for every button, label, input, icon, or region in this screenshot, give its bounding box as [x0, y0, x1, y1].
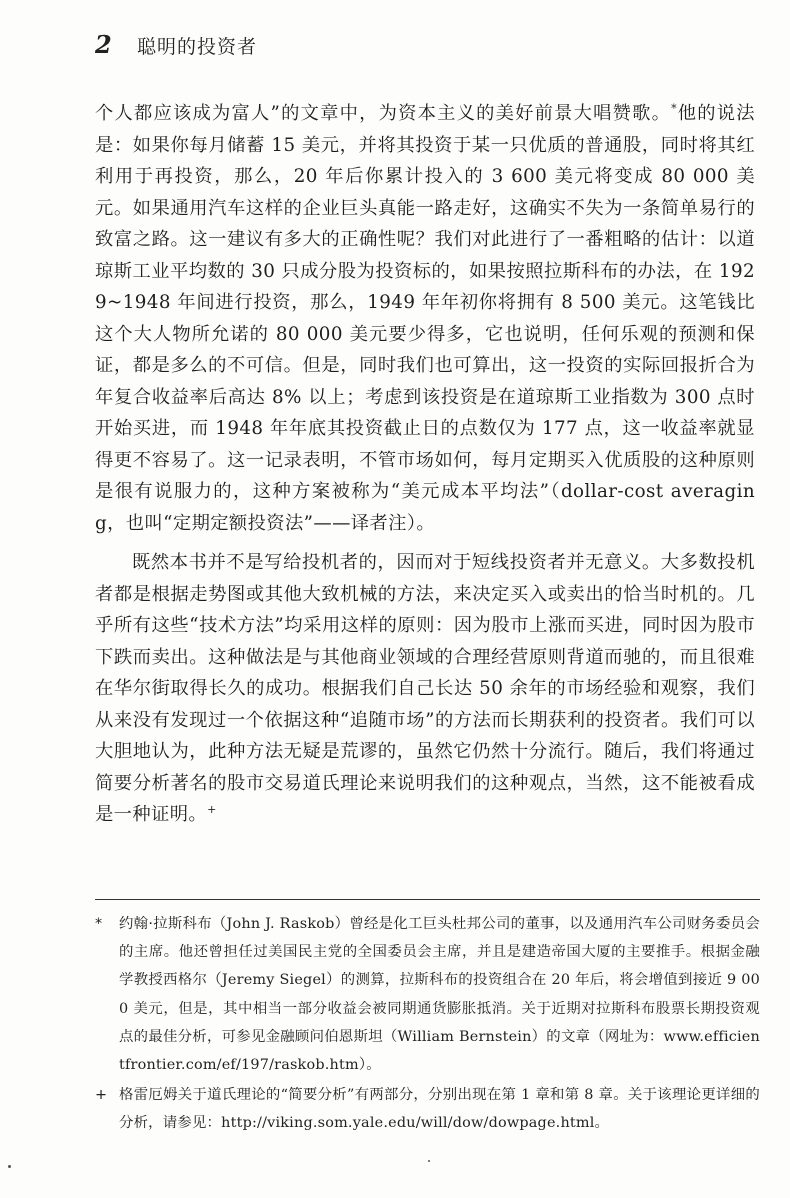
footnote-1 — [95, 910, 760, 1079]
footnote-ref-asterisk: * — [671, 101, 677, 115]
page-header — [95, 30, 755, 70]
paragraph-2 — [95, 547, 755, 831]
footnote-2 — [95, 1081, 760, 1137]
paragraph-1-text-start: 个人都应该成为富人”的文章中，为资本主义的美好前景大唱赞歌。 — [95, 103, 672, 124]
paragraph-1-text-end: 他的说法是：如果你每月储蓄 15 美元，并将其投资于某一只优质的普通股，同时将其红利用于再投资，那么，20 年后你累计投入的 3 600 美元将变成 80 000 美元。如果通用汽车这样的企业巨头真能一路走好，这确实不失为一条简单易行的致富之路。这一建议有多大的正确性呢？我们对此进行了一番粗略的估计：以道琼斯工业平均数的 30 只成分股为投资标的，如果按照拉斯科布的办法，在 1929~1948 年间进行投资，那么，1949 年年初你将拥有 8 500 美元。这笔钱比这个大人物所允诺的 80 000 美元要少得多，它也说明，任何乐观的预测和保证，都是多么的不可信。但是，同时我们也可算出，这一投资的实际回报折合为年复合收益率后高达 8% 以上；考虑到该投资是在道琼斯工业指数为 300 点时开始买进，而 1948 年年底其投资截止日的点数仅为 177 点，这一收益率就显得更不容易了。这一记录表明，不管市场如何，每月定期买入优质股的这种原则是很有说服力的，这种方案被称为“美元成本平均法”（dollar-cost averaging，也叫“定期定额投资法”——译者注）。 — [95, 103, 755, 534]
page-number: 2 — [95, 30, 112, 59]
running-title: 聪明的投资者 — [137, 36, 258, 58]
footnote-2-mark: + — [95, 1087, 108, 1104]
footnote-1-mark: * — [95, 916, 103, 932]
footnote-2-text: 格雷厄姆关于道氏理论的“简要分析”有两部分，分别出现在第 1 章和第 8 章。关于该理论更详细的分析，请参见：http://viking.som.yale.edu/will/dow/dowpage.html。 — [119, 1087, 760, 1132]
scan-speck — [428, 1160, 430, 1162]
paragraph-2-text: 既然本书并不是写给投机者的，因而对于短线投资者并无意义。大多数投机者都是根据走势图或其他大致机械的方法，来决定买入或卖出的恰当时机的。几乎所有这些“技术方法”均采用这样的原则：因为股市上涨而买进，同时因为股市下跌而卖出。这种做法是与其他商业领域的合理经营原则背道而驰的，而且很难在华尔街取得长久的成功。根据我们自己长达 50 余年的市场经验和观察，我们从来没有发现过一个依据这种“追随市场”的方法而长期获利的投资者。我们可以大胆地认为，此种方法无疑是荒谬的，虽然它仍然十分流行。随后，我们将通过简要分析著名的股市交易道氏理论来说明我们的这种观点，当然，这不能被看成是一种证明。 — [95, 552, 755, 825]
footnote-1-text: 约翰·拉斯科布（John J. Raskob）曾经是化工巨头杜邦公司的董事，以及通用汽车公司财务委员会的主席。他还曾担任过美国民主党的全国委员会主席，并且是建造帝国大厦的主要推手。根据金融学教授西格尔（Jeremy Siegel）的测算，拉斯科布的投资组合在 20 年后，将会增值到接近 9 000 美元，但是，其中相当一部分收益会被同期通货膨胀抵消。关于近期对拉斯科布股票长期投资观点的最佳分析，可参见金融顾问伯恩斯坦（William Bernstein）的文章（网址为：www.efficientfrontier.com/ef/197/raskob.htm）。 — [119, 916, 760, 1074]
footnote-divider — [95, 899, 760, 900]
scan-speck — [8, 1165, 11, 1168]
paragraph-1 — [95, 98, 755, 539]
footnotes — [95, 910, 760, 1140]
footnote-ref-plus: + — [207, 802, 217, 816]
body-text — [95, 98, 755, 831]
